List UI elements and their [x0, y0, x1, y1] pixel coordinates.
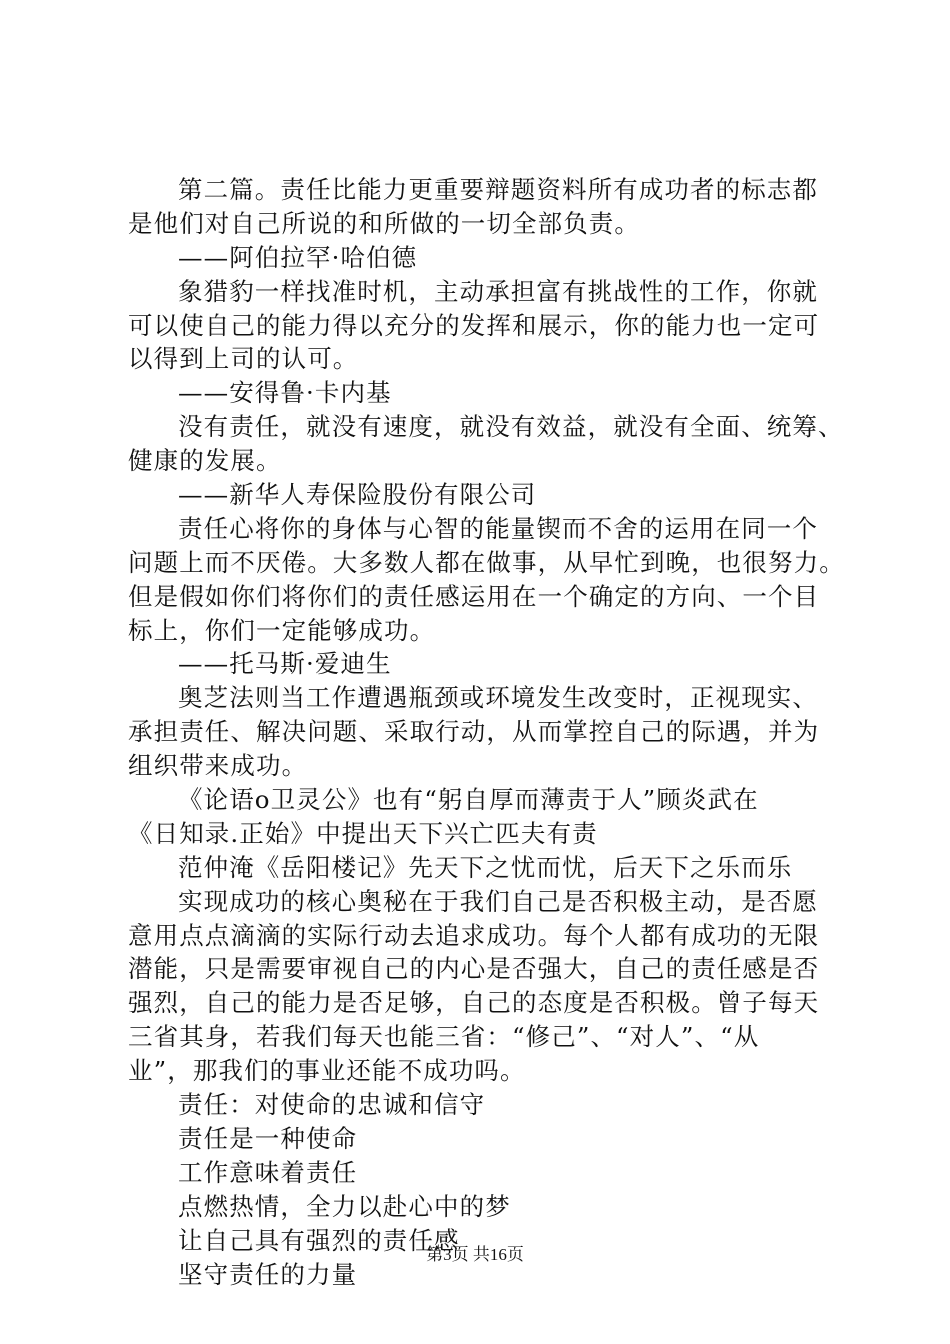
- text-line: ——阿伯拉罕·哈伯德: [178, 242, 418, 272]
- text-line: 是他们对自己所说的和所做的一切全部负责。: [128, 208, 640, 238]
- text-line: 以得到上司的认可。: [128, 344, 359, 374]
- page-footer: 第3页 共16页: [426, 1245, 524, 1264]
- text-line: 工作意味着责任: [178, 1157, 358, 1187]
- text-line: 承担责任、解决问题、采取行动，从而掌控自己的际遇，并为: [128, 717, 820, 747]
- text-line: 范仲淹《岳阳楼记》先天下之忧而忧，后天下之乐而乐: [178, 852, 793, 882]
- text-line: 责任是一种使命: [178, 1123, 358, 1153]
- text-line: 责任心将你的身体与心智的能量锲而不舍的运用在同一个: [178, 513, 818, 543]
- text-line: 可以使自己的能力得以充分的发挥和展示，你的能力也一定可: [128, 310, 820, 340]
- text-line: 但是假如你们将你们的责任感运用在一个确定的方向、一个目: [128, 581, 820, 611]
- text-line: ——安得鲁·卡内基: [178, 378, 392, 408]
- text-line: 坚守责任的力量: [178, 1259, 358, 1289]
- text-line: 第二篇。责任比能力更重要辩题资料所有成功者的标志都: [178, 175, 818, 204]
- text-line: ——托马斯·爱迪生: [178, 649, 392, 679]
- text-line: 强烈，自己的能力是否足够，自己的态度是否积极。曾子每天: [128, 988, 820, 1018]
- text-line: 组织带来成功。: [128, 751, 308, 781]
- text-line: 奥芝法则当工作遭遇瓶颈或环境发生改变时，正视现实、: [178, 683, 818, 713]
- text-line: 没有责任，就没有速度，就没有效益，就没有全面、统筹、: [178, 412, 844, 442]
- text-line: 业”，那我们的事业还能不成功吗。: [128, 1056, 526, 1086]
- text-line: 标上，你们一定能够成功。: [128, 615, 436, 645]
- text-line: 三省其身，若我们每天也能三省：“修己”、“对人”、“从: [128, 1022, 760, 1052]
- text-line: 健康的发展。: [128, 446, 282, 476]
- text-line: ——新华人寿保险股份有限公司: [178, 480, 537, 510]
- text-line: 实现成功的核心奥秘在于我们自己是否积极主动，是否愿: [178, 886, 818, 916]
- text-line: 《日知录.正始》中提出天下兴亡匹夫有责: [128, 818, 598, 848]
- text-line: 《论语ο卫灵公》也有“躬自厚而薄责于人”顾炎武在: [178, 785, 759, 815]
- text-line: 责任：对使命的忠诚和信守: [178, 1090, 486, 1120]
- text-line: 潜能，只是需要审视自己的内心是否强大，自己的责任感是否: [128, 954, 820, 984]
- text-line: 问题上而不厌倦。大多数人都在做事，从早忙到晚，也很努力。: [128, 547, 845, 577]
- document-body: [128, 173, 845, 1291]
- text-line: 象猎豹一样找准时机，主动承担富有挑战性的工作，你就: [178, 276, 818, 306]
- text-line: 让自己具有强烈的责任感: [178, 1225, 460, 1255]
- text-line: 点燃热情，全力以赴心中的梦: [178, 1191, 511, 1221]
- text-line: 意用点点滴滴的实际行动去追求成功。每个人都有成功的无限: [128, 920, 820, 950]
